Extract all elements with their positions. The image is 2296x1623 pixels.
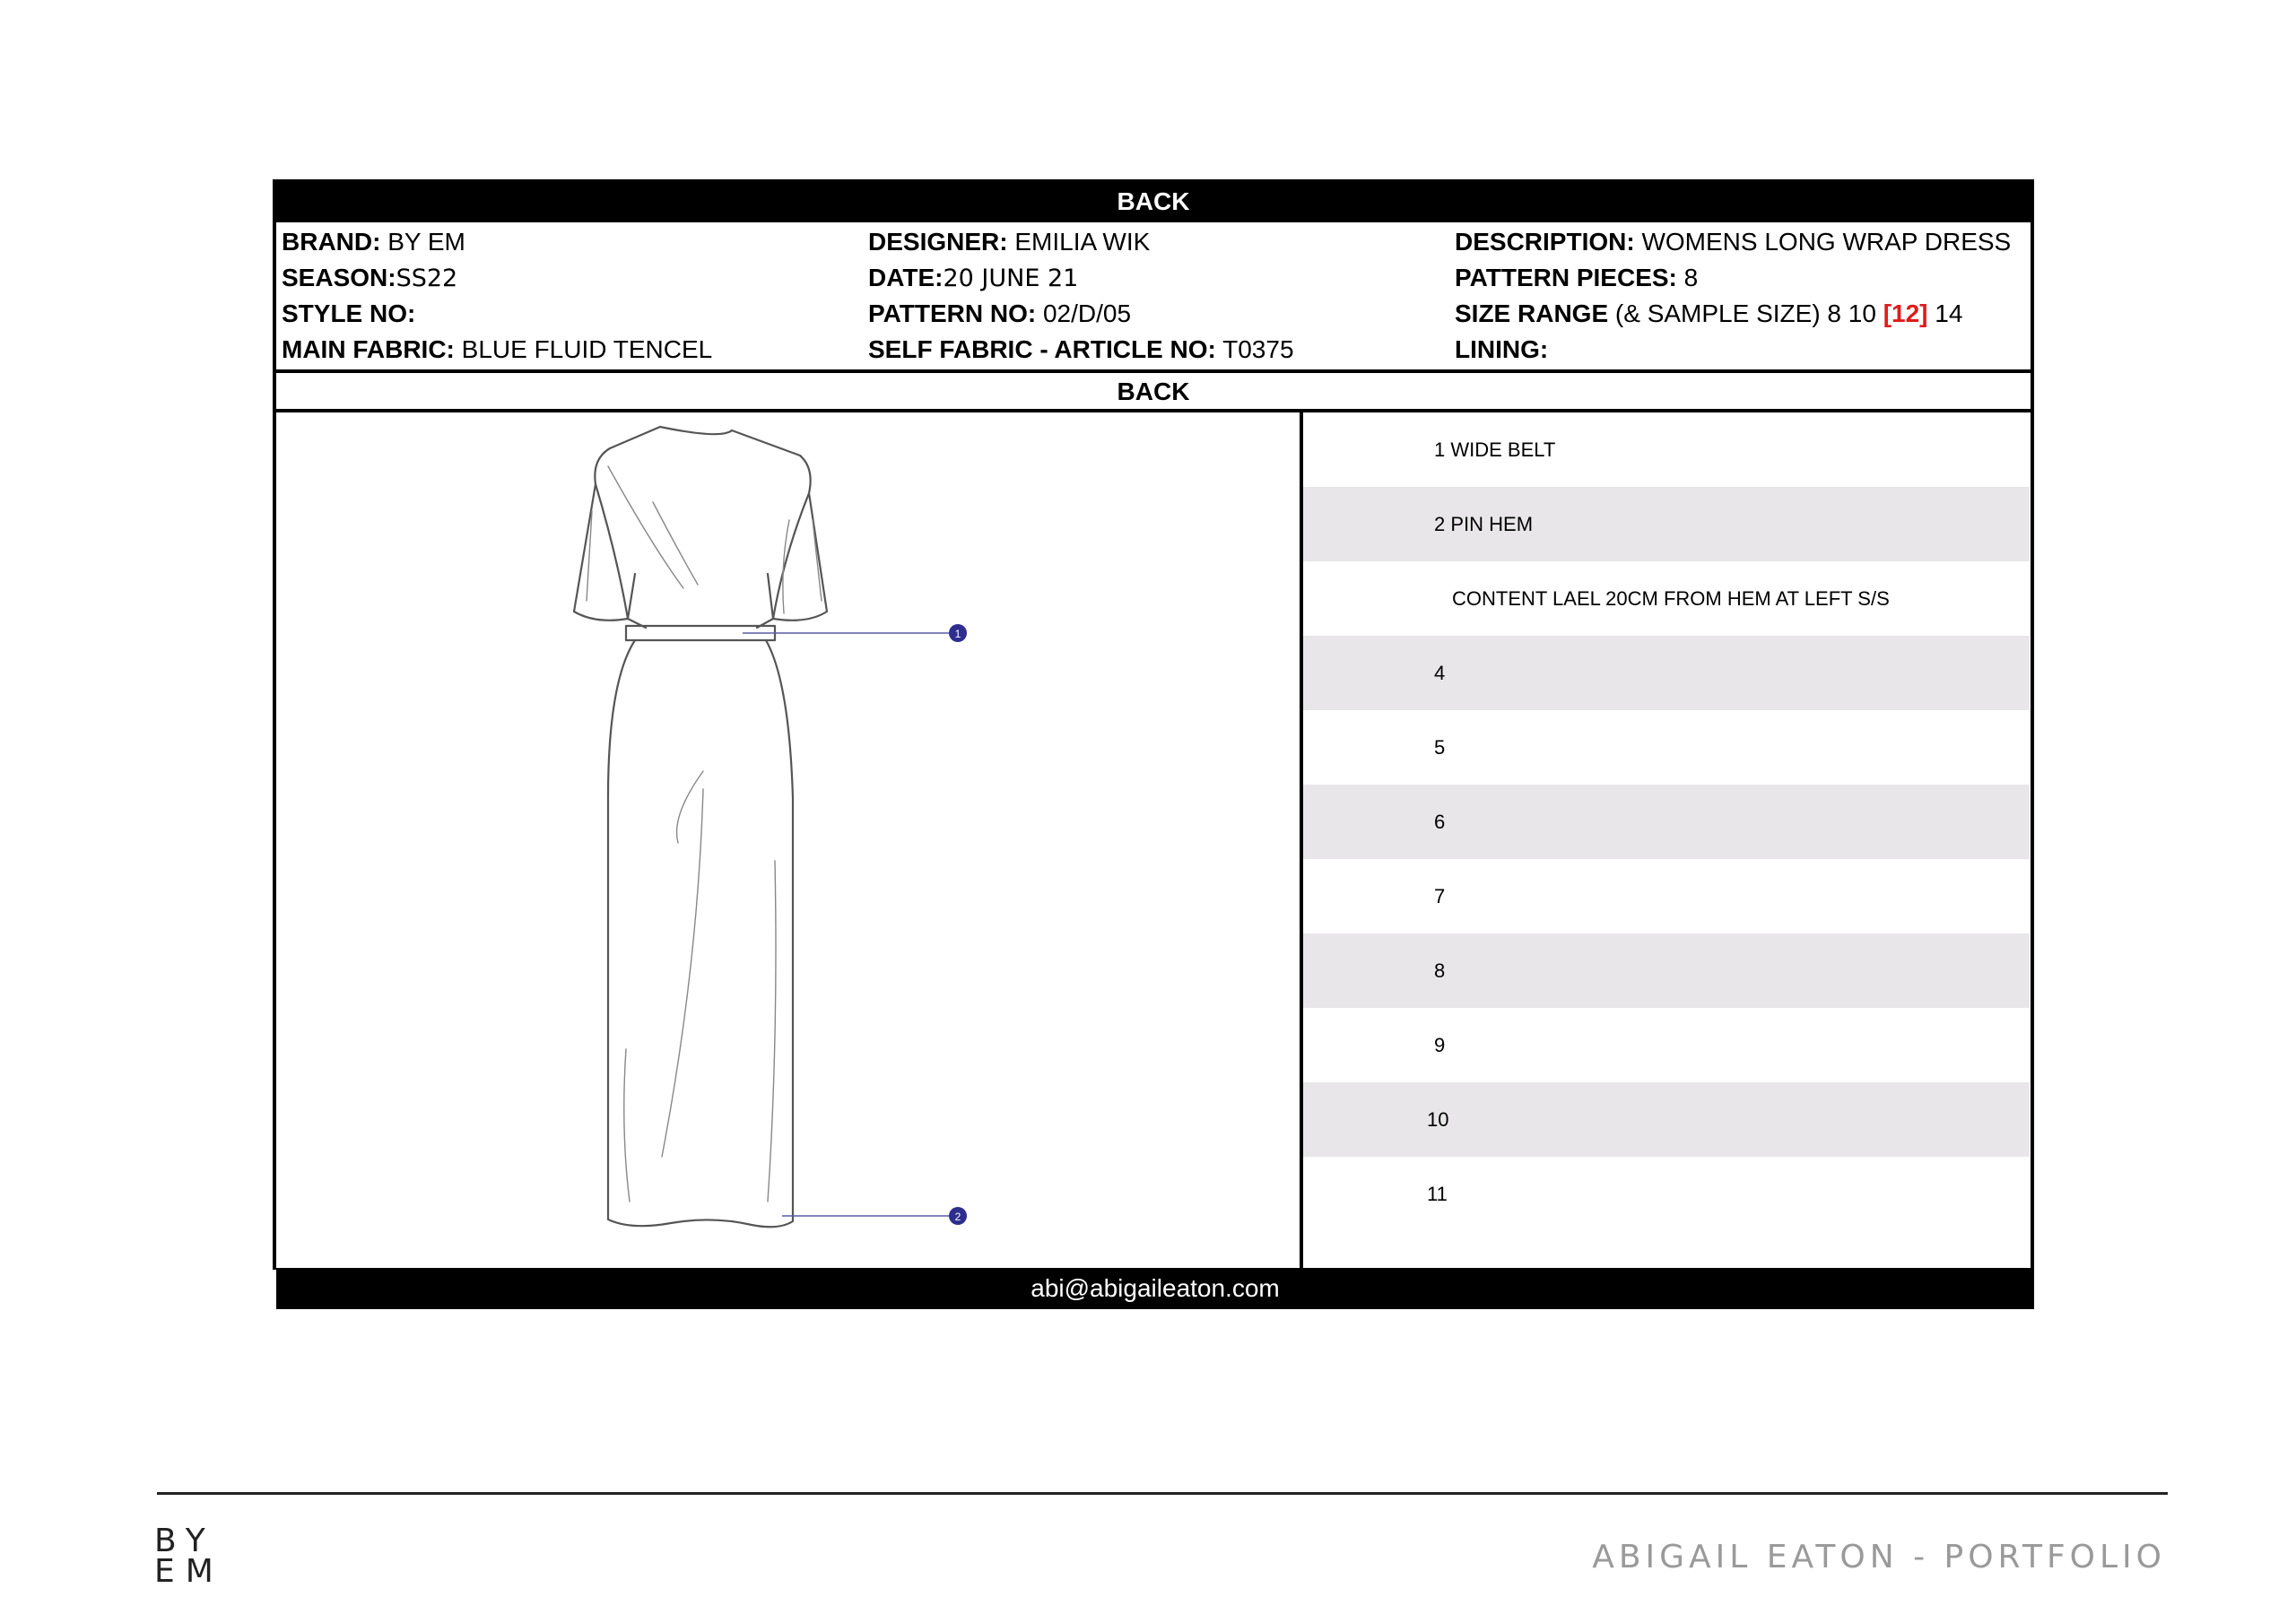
pattern-no-label: PATTERN NO: (868, 299, 1037, 327)
size-range-end: 14 (1935, 299, 1963, 327)
description-row (1455, 224, 2011, 260)
portfolio-caption: ABIGAIL EATON - PORTFOLIO (1592, 1539, 2166, 1575)
note-text: 1 WIDE BELT (1434, 438, 1556, 461)
dress-back-flat-sketch (276, 412, 1299, 1270)
season-row (282, 260, 712, 296)
note-text: 4 (1434, 662, 1446, 684)
page-footer-rule (157, 1492, 2168, 1495)
note-row (1303, 933, 2030, 1008)
main-fabric-label: MAIN FABRIC: (282, 335, 455, 363)
description-label: DESCRIPTION: (1455, 228, 1635, 256)
callout-2-number: 2 (954, 1211, 961, 1223)
callout-1-number: 1 (954, 628, 961, 640)
article-no-value: T0375 (1222, 335, 1294, 363)
brand-row (282, 224, 712, 260)
date-row (868, 260, 1294, 296)
designer-value: EMILIA WIK (1014, 228, 1151, 256)
left-bodice-shape (596, 484, 646, 628)
logo-line-2: EM (154, 1553, 224, 1590)
note-row (1303, 487, 2030, 561)
footer-email: abi@abigaileaton.com (276, 1268, 2034, 1309)
note-row (1303, 859, 2030, 933)
size-range-row (1455, 296, 2011, 332)
brand-logo (154, 1523, 224, 1590)
note-row (1303, 636, 2030, 710)
main-fabric-row (282, 332, 712, 368)
note-row (1303, 1157, 2030, 1231)
designer-label: DESIGNER: (868, 228, 1008, 256)
meta-column-1 (282, 224, 712, 368)
note-text: 9 (1434, 1034, 1446, 1056)
pattern-pieces-value: 8 (1683, 264, 1699, 291)
designer-row (868, 224, 1294, 260)
note-row (1303, 785, 2030, 859)
meta-block (273, 224, 2034, 368)
date-value: 20 JUNE 21 (943, 265, 1079, 292)
note-text: 6 (1434, 811, 1446, 833)
pattern-pieces-label: PATTERN PIECES: (1455, 264, 1677, 291)
note-row (1303, 412, 2030, 487)
season-value: SS22 (396, 265, 458, 292)
sleeve-fold-2 (813, 520, 822, 601)
neckline-shape (660, 427, 732, 434)
pattern-no-row (868, 296, 1294, 332)
drape-fold-3 (783, 520, 789, 613)
brand-value: BY EM (387, 228, 465, 256)
note-row (1303, 1008, 2030, 1082)
size-range-label: SIZE RANGE (1455, 299, 1609, 327)
lining-row (1455, 332, 2011, 368)
brand-label: BRAND: (282, 228, 381, 256)
size-range-value: (& SAMPLE SIZE) 8 10 (1614, 299, 1876, 327)
skirt-fold-3 (624, 1049, 630, 1202)
pattern-no-value: 02/D/05 (1042, 299, 1132, 327)
article-no-label: SELF FABRIC - ARTICLE NO: (868, 335, 1216, 363)
drape-fold-2 (653, 502, 698, 585)
style-no-row (282, 296, 712, 332)
note-row (1303, 710, 2030, 785)
meta-column-2 (868, 224, 1294, 368)
note-text: 8 (1434, 959, 1446, 982)
note-text: 10 (1427, 1108, 1449, 1131)
note-text: 7 (1434, 885, 1446, 907)
tech-pack-sheet (273, 179, 2031, 1309)
note-text: CONTENT LAEL 20CM FROM HEM AT LEFT S/S (1452, 587, 1890, 610)
style-no-label: STYLE NO: (282, 299, 416, 327)
construction-notes-list (1303, 412, 2030, 1231)
article-no-row (868, 332, 1294, 368)
logo-line-1: BY (154, 1523, 216, 1559)
skirt-fold-2 (662, 789, 703, 1157)
note-row (1303, 561, 2030, 636)
description-value: WOMENS LONG WRAP DRESS (1641, 228, 2012, 256)
sheet-title: BACK (273, 179, 2034, 222)
drape-fold-1 (608, 466, 683, 588)
lining-label: LINING: (1455, 335, 1549, 363)
skirt-fold-4 (768, 861, 776, 1202)
pattern-pieces-row (1455, 260, 2011, 296)
note-row (1303, 1082, 2030, 1157)
season-label: SEASON: (282, 264, 396, 291)
note-text: 11 (1427, 1183, 1448, 1205)
date-label: DATE: (868, 264, 944, 291)
skirt-shape (608, 640, 793, 1227)
section-title: BACK (1117, 378, 1190, 405)
skirt-fold-1 (677, 771, 703, 843)
sample-size-highlight: [12] (1883, 299, 1928, 327)
meta-column-3 (1455, 224, 2011, 368)
flat-sketch-panel (276, 412, 1299, 1270)
main-fabric-value: BLUE FLUID TENCEL (461, 335, 713, 363)
note-text: 5 (1434, 736, 1446, 759)
note-text: 2 PIN HEM (1434, 513, 1534, 535)
